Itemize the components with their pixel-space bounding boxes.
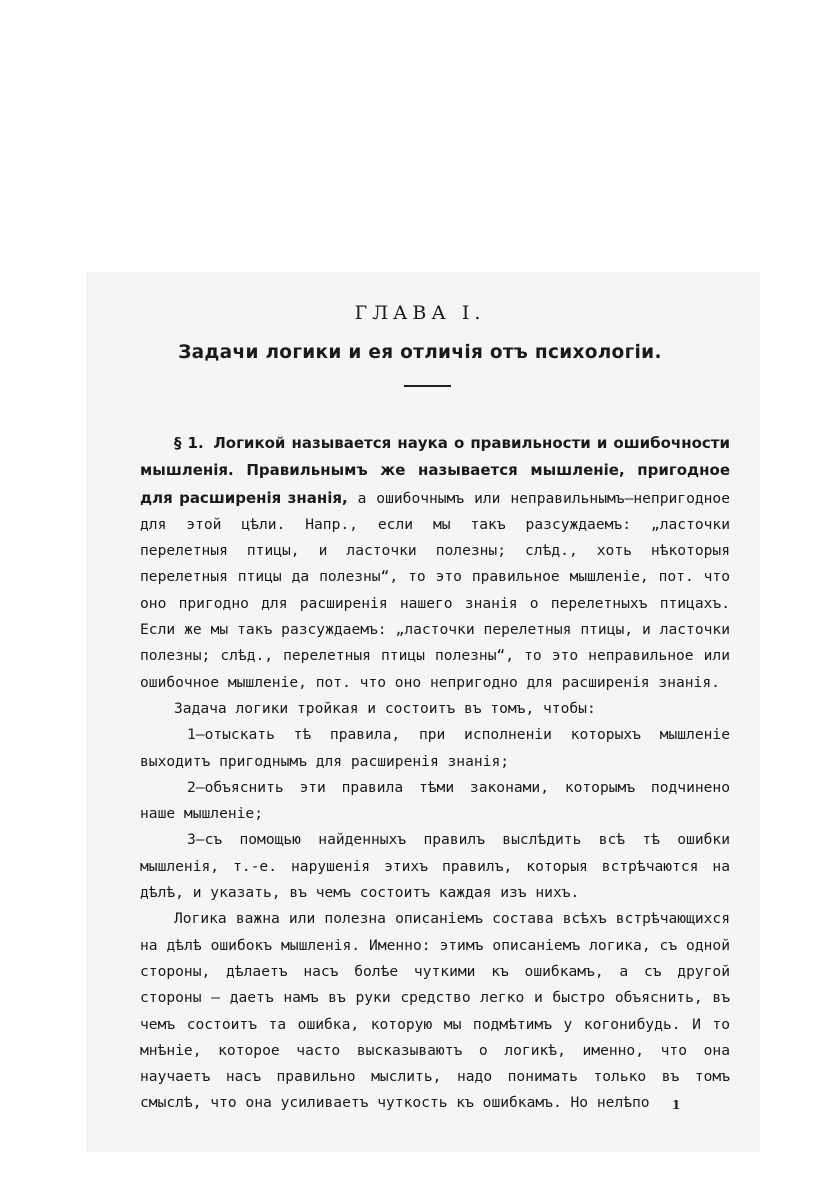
tasks-intro: Задача логики тройкая и состоитъ въ томъ, чтобы: [174, 699, 596, 717]
chapter-title: Задачи логики и ея отличія отъ психологіи. [178, 342, 662, 363]
task-item-3: 3—съ помощью найденныхъ правилъ выслѣдить всѣ тѣ ошибки мышленія, т.-е. нарушенія этихъ правилъ, которыя встрѣчаются на дѣлѣ, и указать, въ чемъ состоитъ каждая изъ нихъ. [140, 831, 730, 902]
definition-text: а ошибочнымъ или неправильнымъ—непригодное для этой цѣли. Напр., если мы такъ разсуждаемъ: „ласточки перелетныя птицы, и ласточки полезны; слѣд., хоть нѣкоторыя перелетныя птицы да полезны“, то это правильное мышленіе, пот. что оно пригодно для расширенія нашего знанія о перелетныхъ птицахъ. Если же мы такъ разсуждаемъ: „ласточки перелетныя птицы, и ласточки полезны; слѣд., перелетныя птицы полезны“, то это неправильное или ошибочное мышленіе, пот. что оно непригодно для расширенія знанія. [140, 489, 730, 691]
task-item-1: 1—отыскать тѣ правила, при исполненіи которыхъ мышленіе выходитъ пригоднымъ для расширенія знанія; [140, 726, 730, 770]
chapter-heading: ГЛАВА I. [354, 302, 486, 324]
importance-paragraph: Логика важна или полезна описаніемъ состава всѣхъ встрѣчающихся на дѣлѣ ошибокъ мышленія. Именно: этимъ описаніемъ логика, съ одной стороны, дѣлаетъ насъ болѣе чуткими къ ошибкамъ, а съ другой стороны — даетъ намъ въ руки средство легко и быстро объяснить, въ чемъ состоитъ та ошибка, которую мы подмѣтимъ у когонибудь. И то мнѣніе, которое часто высказываютъ о логикѣ, именно, что она научаетъ насъ правильно мыслить, надо понимать только въ томъ смыслѣ, что она усиливаетъ чуткость къ ошибкамъ. Но нелѣпо [140, 910, 730, 1112]
task-item-2: 2—объяснить эти правила тѣми законами, которымъ подчинено наше мышленіе; [140, 778, 730, 823]
section-1-paragraph [140, 430, 730, 696]
page-mark: 1 [672, 1098, 681, 1112]
definition-bold-text: Логикой называется наука о правильности и ошибочности мышленія. Правильнымъ же называется мышленіе, пригодное для расширенія знанія, [140, 434, 730, 507]
body-text [140, 430, 730, 1117]
title-divider [404, 385, 451, 387]
section-number: § 1. [174, 434, 204, 452]
